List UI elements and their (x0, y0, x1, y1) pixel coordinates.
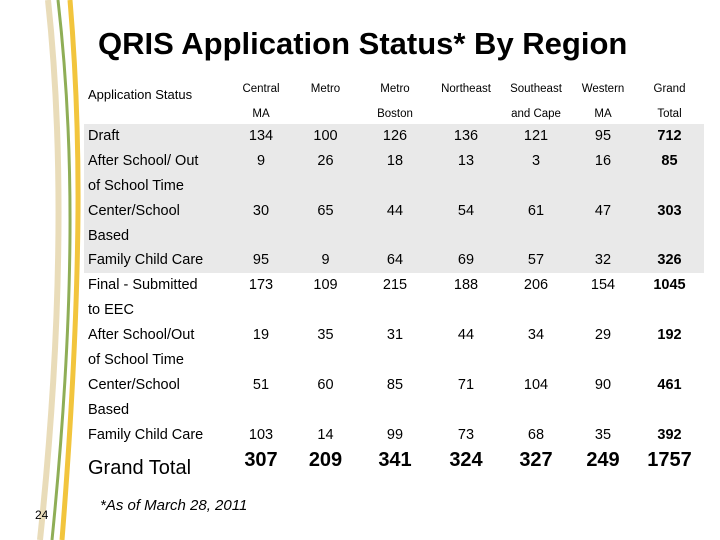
grand-total-western-ma: 249 (586, 448, 620, 471)
col-header-northeast: Northeast (431, 80, 501, 124)
cell-western-ma: 154 29 90 35 (590, 277, 616, 443)
cell-northeast: 188 44 71 73 (453, 277, 479, 443)
col-header-application-status: Application Status (84, 80, 230, 124)
draft-labels: Draft After School/ Out of School Time Center/School Based Family Child Care (88, 128, 204, 269)
grand-total-northeast: 324 (449, 448, 483, 471)
draft-group-row (84, 124, 704, 273)
col-header-western-ma: Western MA (571, 80, 635, 124)
cell-grand-total: 712 85 303 326 (657, 128, 682, 269)
cell-metro: 100 26 65 9 (313, 128, 338, 269)
cell-northeast: 136 13 54 69 (453, 128, 479, 269)
qris-status-table (84, 80, 704, 488)
col-header-metro-boston: Metro Boston (359, 80, 431, 124)
cell-western-ma: 95 16 47 32 (594, 128, 612, 269)
grand-total-metro: 209 (308, 448, 343, 471)
cell-metro-boston: 215 31 85 99 (382, 277, 408, 443)
decorative-swoosh (0, 0, 90, 540)
grand-total-metro-boston: 341 (378, 448, 412, 471)
final-group-row (84, 273, 704, 447)
col-header-metro: Metro (292, 80, 359, 124)
final-labels: Final - Submitted to EEC After School/Out of School Time Center/School Based Family Child Care (88, 277, 204, 443)
grand-total-label: Grand Total (88, 456, 192, 479)
grand-total-row (84, 448, 704, 488)
col-header-southeast-cape: Southeast and Cape (501, 80, 571, 124)
cell-grand-total: 1045 192 461 392 (653, 277, 686, 443)
cell-southeast-cape: 121 3 61 57 (523, 128, 549, 269)
grand-total-central-ma: 307 (244, 448, 278, 471)
slide-title: QRIS Application Status* By Region (98, 26, 628, 61)
cell-central-ma: 173 19 51 103 (248, 277, 274, 443)
grand-total-all: 1757 (647, 448, 692, 471)
cell-metro: 109 35 60 14 (313, 277, 338, 443)
header-row (84, 80, 704, 124)
footnote: *As of March 28, 2011 (100, 497, 248, 514)
cell-southeast-cape: 206 34 104 68 (523, 277, 549, 443)
cell-metro-boston: 126 18 44 64 (382, 128, 408, 269)
page-number: 24 (35, 508, 49, 522)
col-header-central-ma: Central MA (230, 80, 292, 124)
grand-total-southeast-cape: 327 (519, 448, 553, 471)
col-header-grand-total: Grand Total (635, 80, 704, 124)
cell-central-ma: 134 9 30 95 (248, 128, 274, 269)
